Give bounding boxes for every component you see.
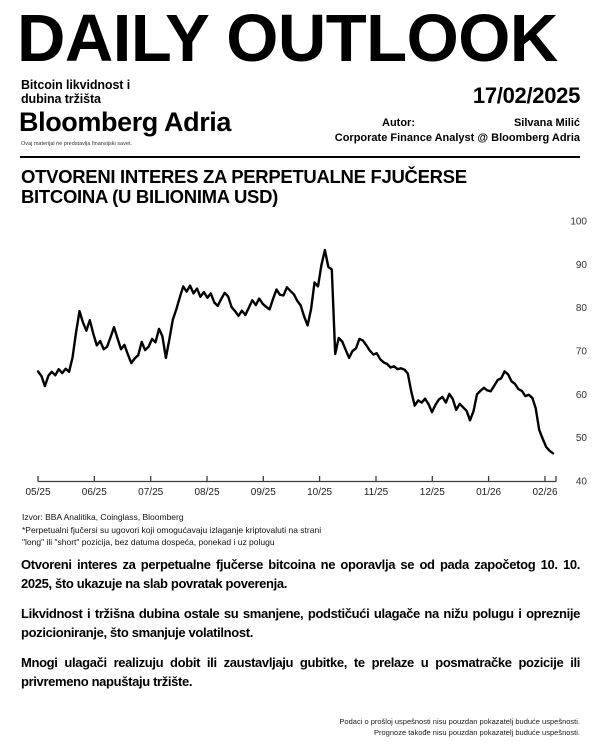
commentary-paragraph-3: Mnogi ulagači realizuju dobit ili zaustavljaju gubitke, te prelaze u posmatračke pozicije ili privremeno napuštaju tržište. [21,655,580,689]
edition-subtitle-line2: dubina tržišta [21,91,101,106]
author-row [320,116,580,131]
x-tick-label: 12/25 [419,487,445,498]
y-tick-label: 100 [570,216,587,228]
chart-x-axis [25,476,557,498]
author-block [320,116,580,145]
brand-logo: Bloomberg Adria [19,107,232,137]
open-interest-line [38,250,553,453]
chart-source-block [22,511,321,549]
chart-footnote-line1: *Perpetualni fjučersi su ugovori koji omogućavaju izlaganje kriptovaluti na strani [22,524,322,535]
commentary-section [21,556,580,703]
chart-title-line2: BITCOINA (U BILIONIMA USD) [21,186,278,207]
footer-disclaimer [260,717,580,738]
open-interest-line-chart [0,210,600,510]
commentary-paragraph-1: Otvoreni interes za perpetualne fjučerse bitcoina ne oporavlja se od pada započetog 10. 10. 2025, što ukazuje na slab povratak poverenja. [21,557,580,591]
issue-date: 17/02/2025 [472,83,580,108]
chart-title-line1: OTVORENI INTERES ZA PERPETUALNE FJUČERSE [21,166,467,187]
author-name: Silvana Milić [513,117,580,129]
commentary-paragraph-2: Likvidnost i tržišna dubina ostale su smanjene, podstičući ulagače na nižu polugu i opreznije pozicioniranje, što smanjuje volatilnost. [21,606,580,640]
x-tick-label: 05/25 [25,487,51,498]
chart-footnote-line2: "long" ili "short" pozicija, bez datuma dospeća, ponekad i uz polugu [22,537,275,547]
x-tick-label: 01/26 [476,487,502,498]
x-tick-label: 07/25 [138,487,164,498]
author-label: Autor: [382,117,415,129]
chart-title [21,167,581,207]
y-tick-label: 80 [575,303,587,315]
author-role: Corporate Finance Analyst @ Bloomberg Adria [334,131,580,144]
edition-subtitle-line1: Bitcoin likvidnost i [21,78,131,92]
y-tick-label: 90 [575,259,587,271]
chart-source: Izvor: BBA Analitika, Coinglass, Bloomberg [22,512,184,522]
footer-disclaimer-line2: Prognoze takođe nisu pouzdan pokazatelj buduće uspešnosti. [374,727,580,737]
brand-disclaimer: Ovaj materijal ne predstavlja finansijski savet. [21,141,132,147]
y-tick-label: 60 [575,389,587,401]
footer-disclaimer-line1: Podaci o prošloj uspešnosti nisu pouzdan pokazatelj buduće uspešnosti. [339,717,580,726]
y-tick-label: 70 [575,346,587,358]
edition-subtitle [21,79,130,106]
x-tick-label: 09/25 [250,487,276,498]
masthead-title: DAILY OUTLOOK [17,1,558,76]
x-tick-label: 06/25 [81,487,107,498]
x-tick-label: 10/25 [307,487,333,498]
y-tick-label: 50 [575,433,587,445]
x-tick-label: 02/26 [532,487,558,498]
chart-y-axis-labels [570,217,587,488]
y-tick-label: 40 [575,476,587,488]
chart-series [38,250,553,453]
x-tick-label: 08/25 [194,487,220,498]
header-divider [20,156,580,158]
x-tick-label: 11/25 [363,487,389,498]
